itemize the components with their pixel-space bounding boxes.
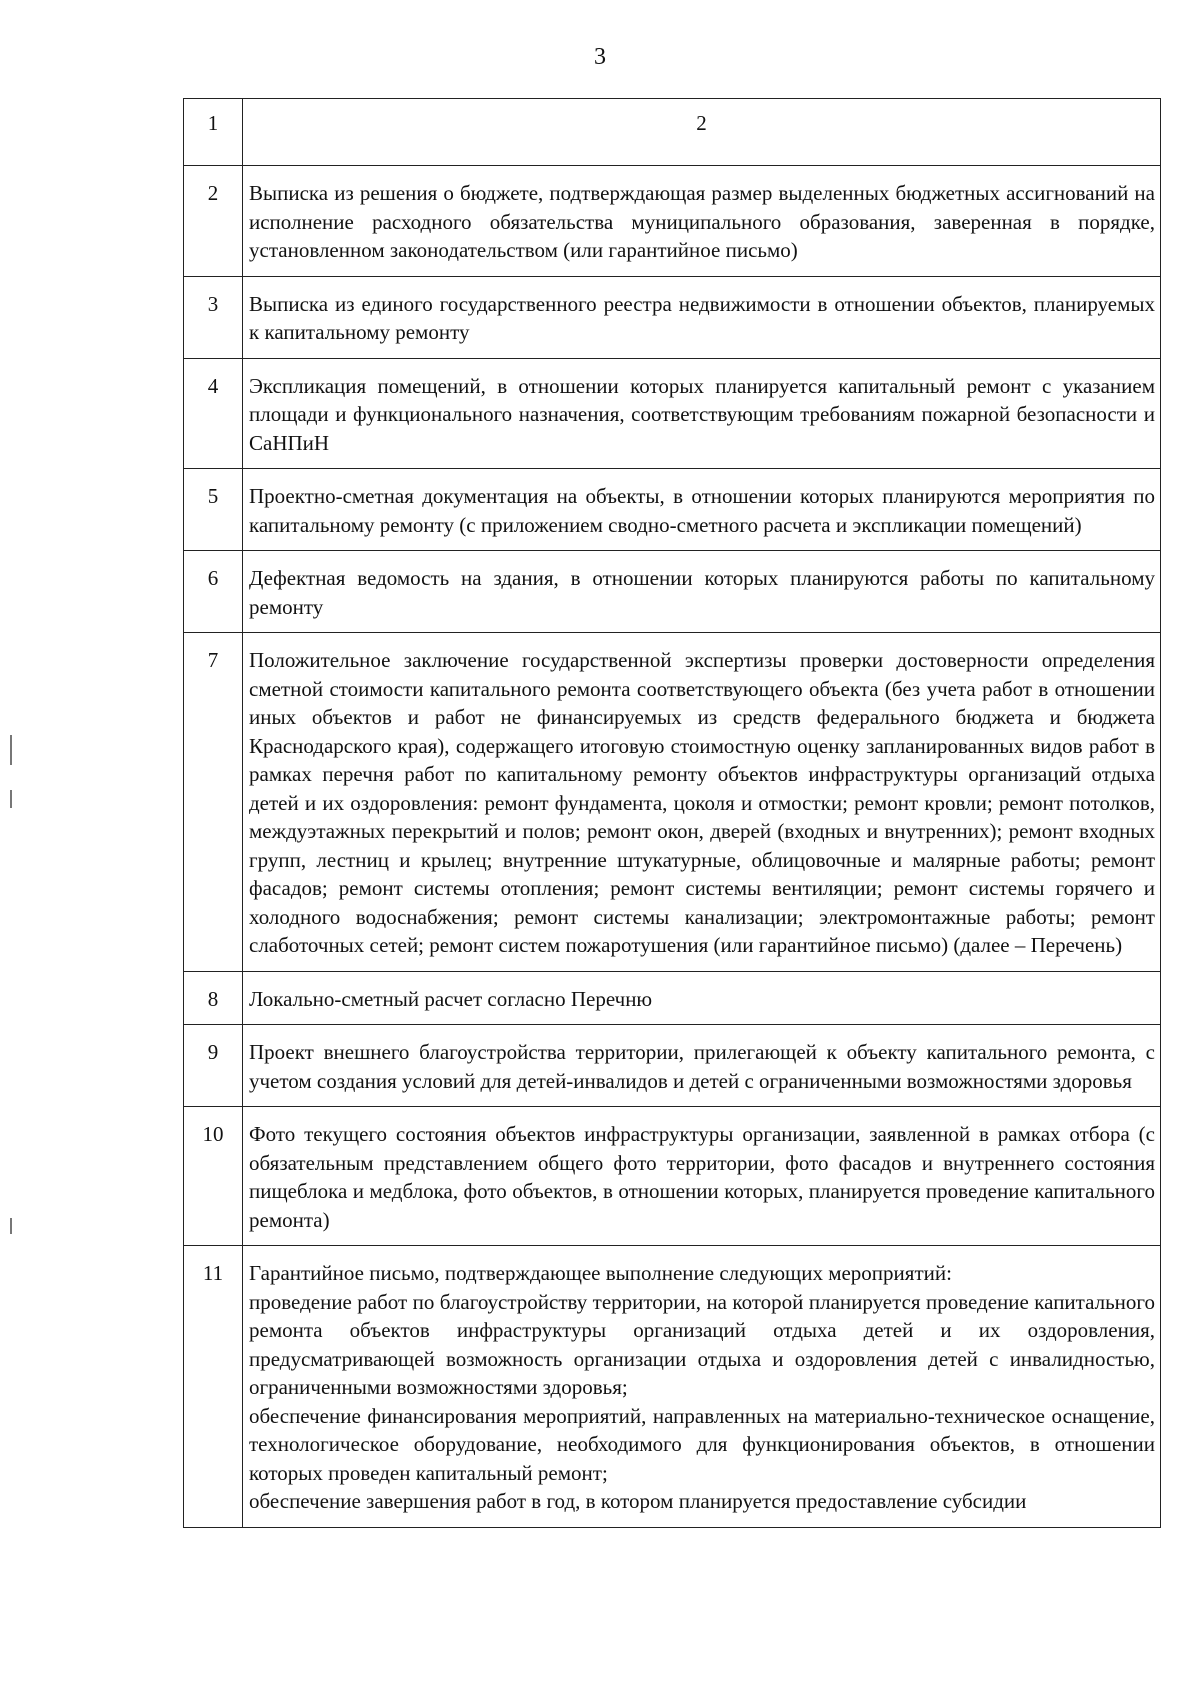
requirements-table: [183, 98, 1161, 1528]
scan-artifact-mark: [10, 735, 12, 765]
table-row: [184, 469, 1161, 551]
row-number: 10: [184, 1107, 243, 1246]
row-number: 7: [184, 633, 243, 972]
row-number: 9: [184, 1025, 243, 1107]
scan-artifact-mark: [10, 790, 12, 808]
row-text: Экспликация помещений, в отношении которых планируется капитальный ремонт с указанием площади и функционального назначения, соответствующим требованиям пожарной безопасности и СаНПиН: [243, 358, 1161, 469]
page-number: 3: [594, 44, 606, 70]
row-number: 4: [184, 358, 243, 469]
row-text: Выписка из решения о бюджете, подтверждающая размер выделенных бюджетных ассигнований на исполнение расходного обязательства муниципального образования, заверенная в порядке, установленном законодательством (или гарантийное письмо): [243, 166, 1161, 277]
row-text: Проект внешнего благоустройства территории, прилегающей к объекту капитального ремонта, с учетом создания условий для детей-инвалидов и детей с ограниченными возможностями здоровья: [243, 1025, 1161, 1107]
row-number: 5: [184, 469, 243, 551]
row-text: Положительное заключение государственной экспертизы проверки достоверности определения сметной стоимости капитального ремонта соответствующего объекта (без учета работ в отношении иных объектов и работ не финансируемых из средств федерального бюджета и бюджета Краснодарского края), содержащего итоговую стоимостную оценку запланированных видов работ в рамках перечня работ по капитальному ремонту объектов инфраструктуры организаций отдыха детей и их оздоровления: ремонт фундамента, цоколя и отмостки; ремонт кровли; ремонт потолков, междуэтажных перекрытий и полов; ремонт окон, дверей (входных и внутренних); ремонт входных групп, лестниц и крылец; внутренние штукатурные, облицовочные и малярные работы; ремонт фасадов; ремонт системы отопления; ремонт системы вентиляции; ремонт системы горячего и холодного водоснабжения; ремонт системы канализации; электромонтажные работы; ремонт слаботочных сетей; ремонт систем пожаротушения (или гарантийное письмо) (далее – Перечень): [243, 633, 1161, 972]
header-cell-number: 1: [184, 99, 243, 166]
row-text: Дефектная ведомость на здания, в отношении которых планируются работы по капитальному ремонту: [243, 551, 1161, 633]
row-number: 6: [184, 551, 243, 633]
row-text: Локально-сметный расчет согласно Перечню: [243, 971, 1161, 1025]
row-number: 3: [184, 276, 243, 358]
row-text-line: Гарантийное письмо, подтверждающее выполнение следующих мероприятий:: [249, 1261, 952, 1285]
table-row: [184, 1107, 1161, 1246]
table-row: [184, 1246, 1161, 1528]
table-row: [184, 551, 1161, 633]
table-row: [184, 166, 1161, 277]
table-header-row: [184, 99, 1161, 166]
table-row: [184, 633, 1161, 972]
row-number: 8: [184, 971, 243, 1025]
table-row: [184, 1025, 1161, 1107]
row-text-block: [243, 1246, 1161, 1528]
row-text-line: обеспечение финансирования мероприятий, направленных на материально-техническое оснащение, технологическое оборудование, необходимого для функционирования объектов, в отношении которых проведен капитальный ремонт;: [249, 1403, 1155, 1485]
table-row: [184, 358, 1161, 469]
table-row: [184, 971, 1161, 1025]
header-cell-description: 2: [243, 99, 1161, 166]
table-row: [184, 276, 1161, 358]
row-number: 2: [184, 166, 243, 277]
row-text-line: проведение работ по благоустройству территории, на которой планируется проведение капитального ремонта объектов инфраструктуры организаций отдыха детей и их оздоровления, предусматривающей возможность организации отдыха и оздоровления детей с инвалидностью, ограниченными возможностями здоровья;: [249, 1289, 1155, 1399]
row-text: Проектно-сметная документация на объекты, в отношении которых планируются мероприятия по капитальному ремонту (с приложением сводно-сметного расчета и экспликации помещений): [243, 469, 1161, 551]
scan-artifact-mark: [10, 1218, 12, 1234]
row-text: Фото текущего состояния объектов инфраструктуры организации, заявленной в рамках отбора (с обязательным представлением общего фото территории, фото фасадов и внутреннего состояния пищеблока и медблока, фото объектов, в отношении которых, планируется проведение капитального ремонта): [243, 1107, 1161, 1246]
row-text: Выписка из единого государственного реестра недвижимости в отношении объектов, планируемых к капитальному ремонту: [243, 276, 1161, 358]
row-number: 11: [184, 1246, 243, 1528]
row-text-line: обеспечение завершения работ в год, в котором планируется предоставление субсидии: [249, 1489, 1027, 1513]
